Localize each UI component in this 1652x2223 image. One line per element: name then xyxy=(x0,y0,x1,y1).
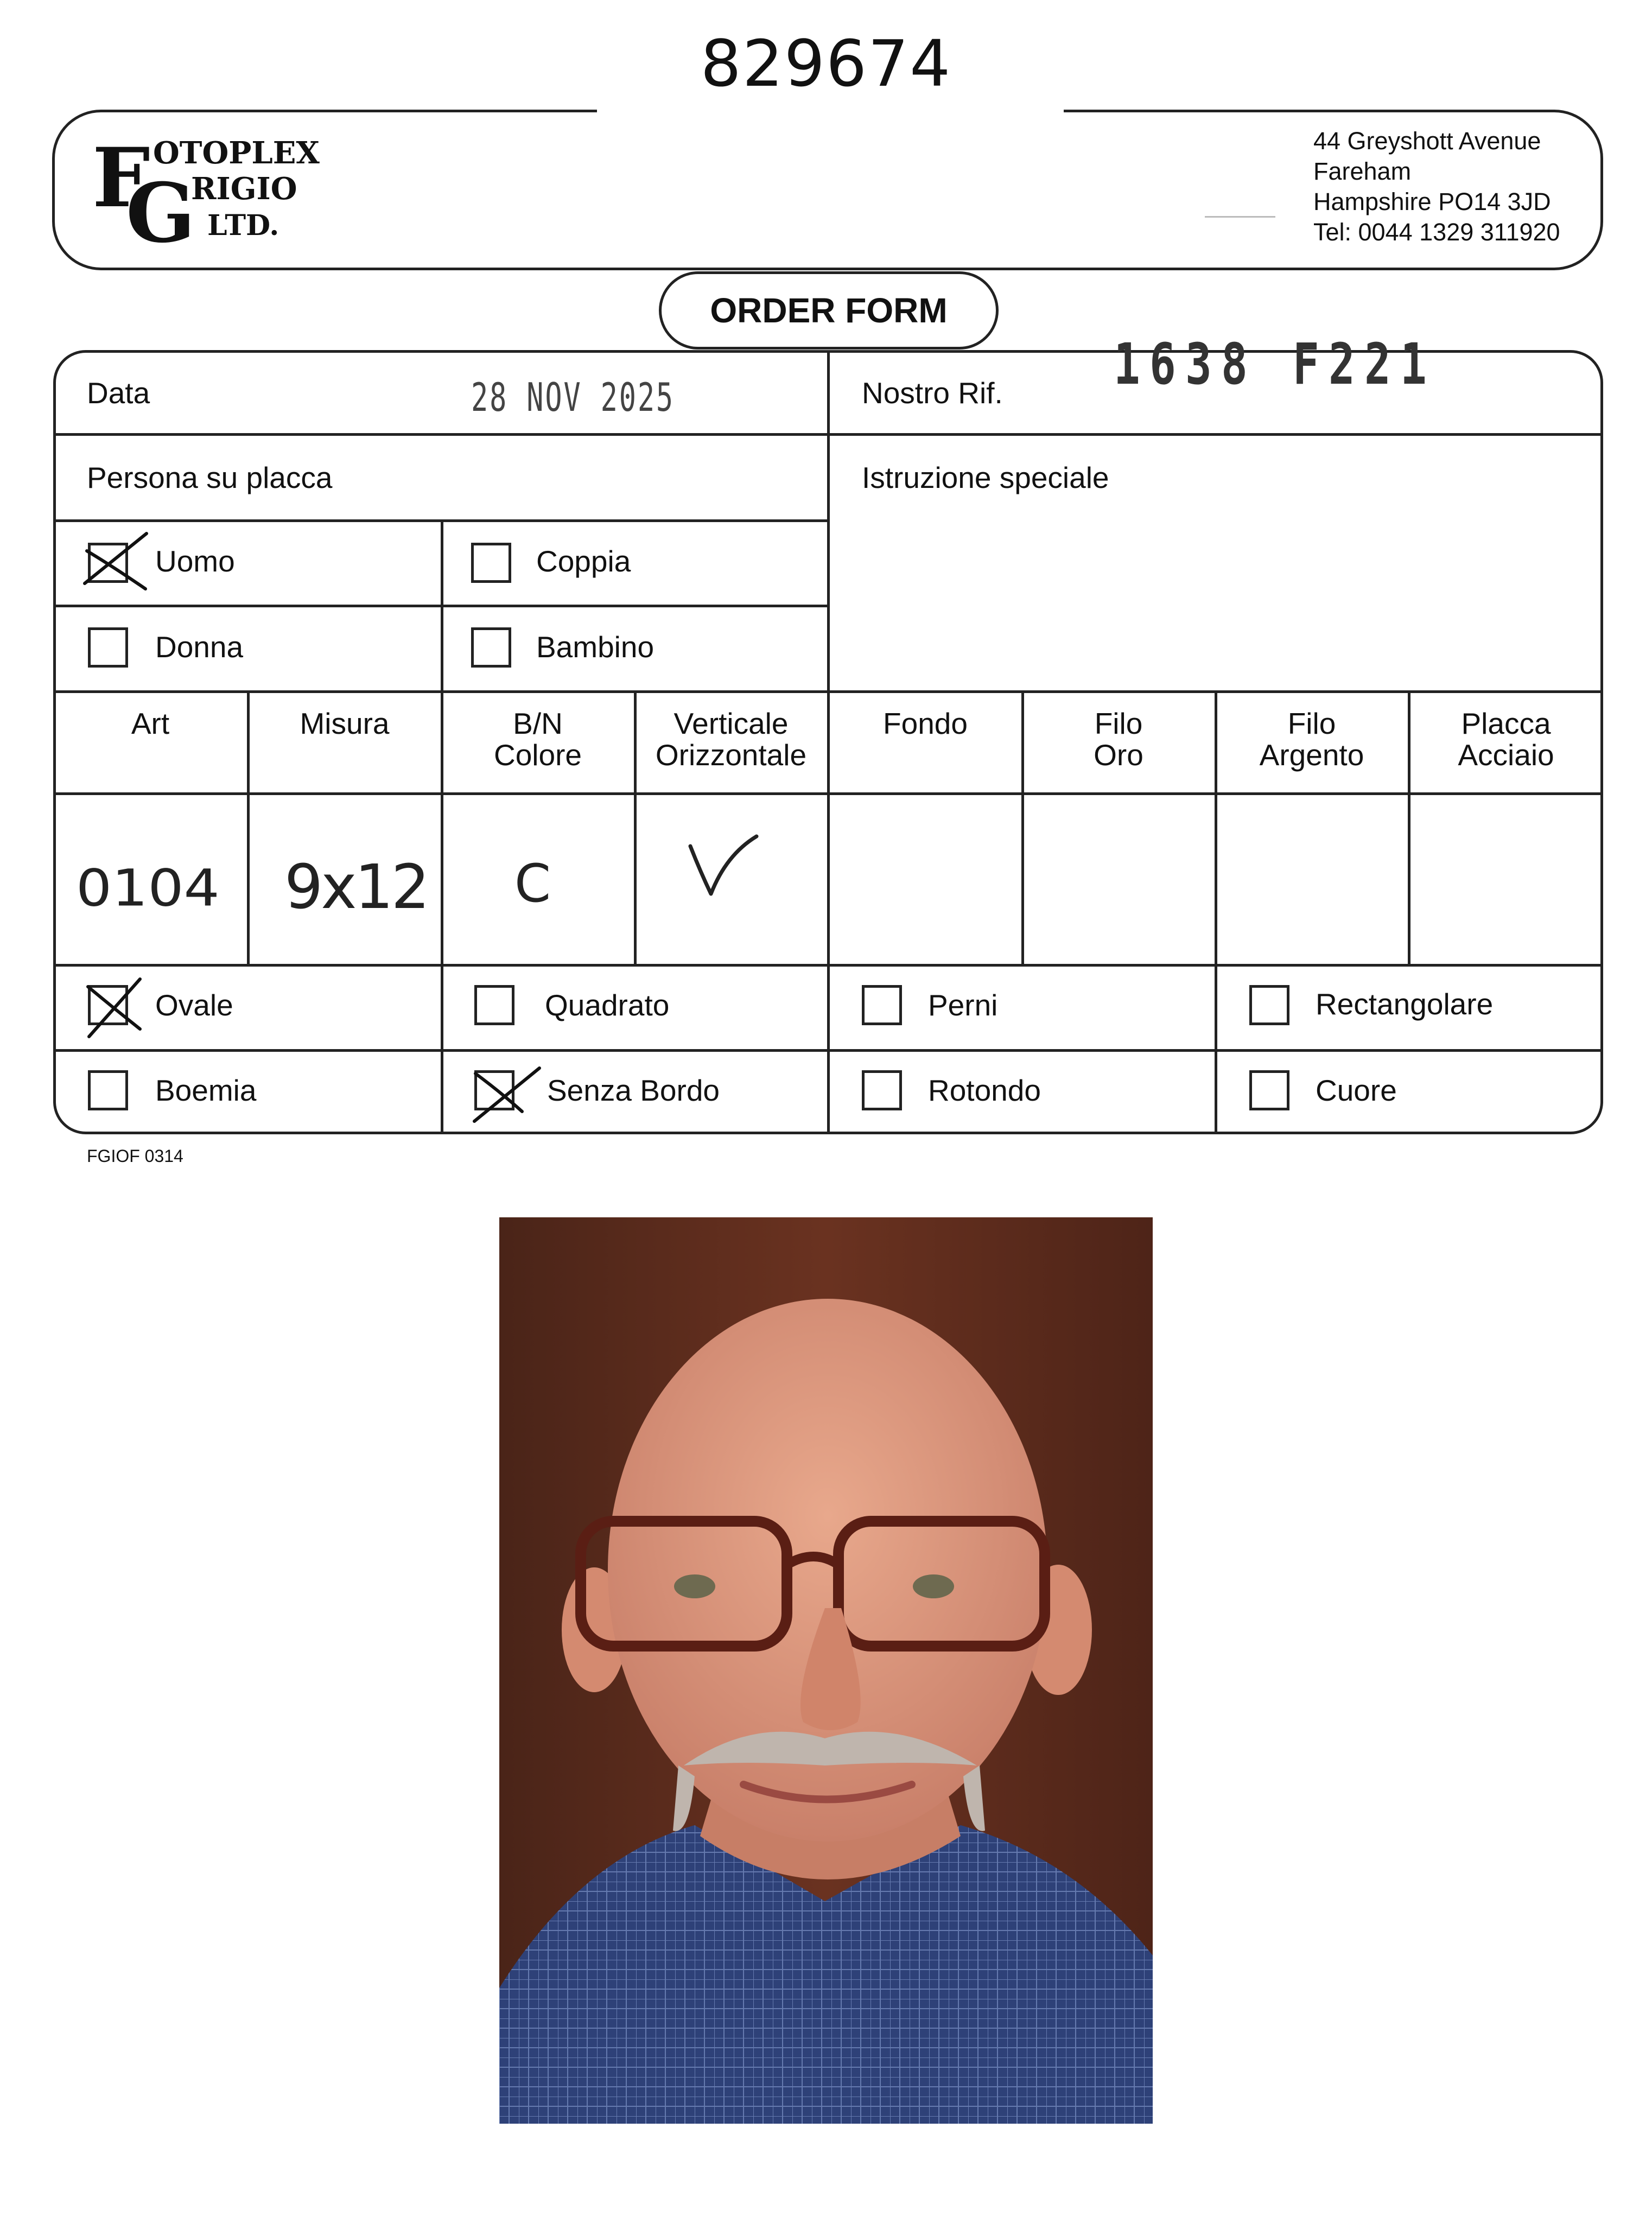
coppia-checkbox[interactable] xyxy=(471,543,511,583)
logo-line1: OTOPLEX xyxy=(153,135,320,171)
address-phone: Tel: 0044 1329 311920 xyxy=(1313,218,1560,246)
x-mark-icon xyxy=(81,529,152,597)
form-code: FGIOF 0314 xyxy=(87,1146,183,1166)
company-logo xyxy=(92,130,320,261)
boemia-label: Boemia xyxy=(155,1074,257,1107)
address-line: 44 Greyshott Avenue xyxy=(1313,127,1541,155)
logo-line3: LTD. xyxy=(207,209,279,242)
col-header-line: Acciaio xyxy=(1458,738,1554,772)
perni-checkbox[interactable] xyxy=(862,985,902,1025)
rectangolare-checkbox[interactable] xyxy=(1249,985,1289,1025)
cuore-label: Cuore xyxy=(1316,1074,1397,1107)
x-mark-icon xyxy=(468,1062,544,1127)
address-line: Hampshire PO14 3JD xyxy=(1313,188,1551,215)
col-header-misura xyxy=(247,708,442,739)
reference-stamp: 1638 F221 xyxy=(1114,331,1436,397)
col-header-line: B/N xyxy=(513,707,563,740)
data-label: Data xyxy=(87,376,150,410)
colore-value: C xyxy=(514,853,551,914)
col-header-line: Art xyxy=(131,707,170,740)
uomo-label: Uomo xyxy=(155,544,235,578)
donna-checkbox[interactable] xyxy=(88,627,128,668)
col-header-line: Filo xyxy=(1094,707,1143,740)
col-header-line: Filo xyxy=(1287,707,1336,740)
order-number: 829674 xyxy=(700,26,952,101)
col-header-line: Argento xyxy=(1259,738,1364,772)
donna-label: Donna xyxy=(155,630,244,664)
istruzione-label: Istruzione speciale xyxy=(862,461,1109,494)
col-header-filo-oro xyxy=(1021,708,1216,771)
col-header-line: Verticale xyxy=(673,707,789,740)
col-header-placca-acciaio xyxy=(1409,708,1603,771)
col-header-orientation xyxy=(634,708,828,771)
col-header-line: Orizzontale xyxy=(655,738,807,772)
nostro-rif-label: Nostro Rif. xyxy=(862,376,1003,410)
checkmark-icon xyxy=(688,833,759,898)
logo-letter-f: F xyxy=(92,130,150,226)
col-header-filo-argento xyxy=(1215,708,1409,771)
address-line: Fareham xyxy=(1313,157,1412,185)
col-header-line: Placca xyxy=(1461,707,1551,740)
perni-label: Perni xyxy=(928,988,998,1022)
header-gap xyxy=(597,103,1064,119)
ovale-label: Ovale xyxy=(155,988,233,1022)
col-header-line: Misura xyxy=(300,707,390,740)
bambino-checkbox[interactable] xyxy=(471,627,511,668)
col-header-line: Fondo xyxy=(883,707,968,740)
quadrato-checkbox[interactable] xyxy=(474,985,514,1025)
col-header-line: Oro xyxy=(1094,738,1143,772)
rectangolare-label: Rectangolare xyxy=(1316,987,1494,1021)
bambino-label: Bambino xyxy=(536,630,655,664)
senza-bordo-label: Senza Bordo xyxy=(547,1074,720,1107)
company-address xyxy=(1313,126,1560,247)
portrait-photo xyxy=(499,1217,1153,2124)
coppia-label: Coppia xyxy=(536,544,631,578)
col-header-fondo xyxy=(828,708,1022,739)
misura-value: 9x12 xyxy=(284,852,428,923)
grid-line xyxy=(1215,964,1217,1134)
grid-line xyxy=(441,519,443,691)
boemia-checkbox[interactable] xyxy=(88,1070,128,1110)
logo-letter-g: G xyxy=(126,166,196,261)
form-title: ORDER FORM xyxy=(659,271,999,350)
rotondo-label: Rotondo xyxy=(928,1074,1041,1107)
x-mark-icon xyxy=(81,976,147,1044)
art-value: 0104 xyxy=(76,858,220,918)
grid-line xyxy=(441,964,443,1134)
rotondo-checkbox[interactable] xyxy=(862,1070,902,1110)
logo-line2: RIGIO xyxy=(191,171,297,207)
col-header-line: Colore xyxy=(493,738,582,772)
persona-label: Persona su placca xyxy=(87,461,333,494)
col-header-art xyxy=(53,708,247,739)
date-stamp: 28 NOV 2025 xyxy=(471,374,675,420)
quadrato-label: Quadrato xyxy=(545,988,670,1022)
faint-dash xyxy=(1205,216,1275,218)
col-header-colore xyxy=(441,708,635,771)
cuore-checkbox[interactable] xyxy=(1249,1070,1289,1110)
